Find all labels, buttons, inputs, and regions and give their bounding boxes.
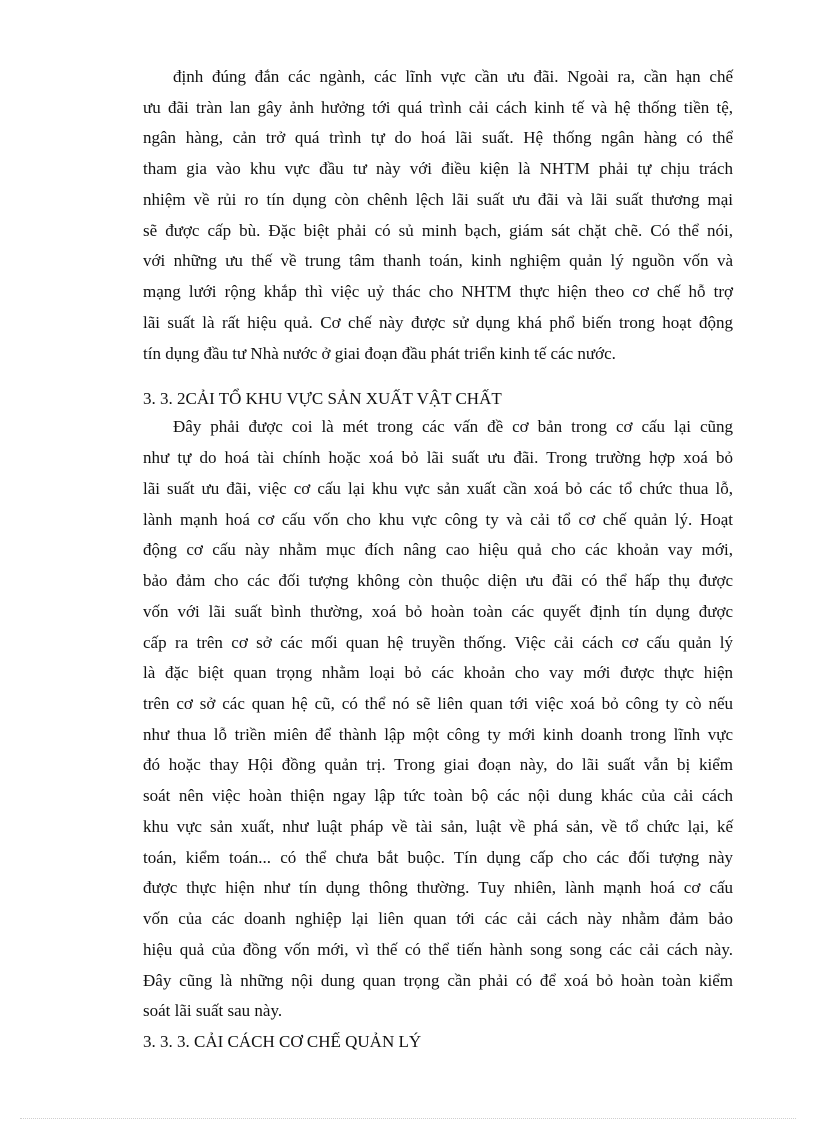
paragraph-line: vốn của các doanh nghiệp lại liên quan tới các cải cách này nhằm đảm bảo [143,909,733,929]
paragraph-line: như thua lỗ triền miên để thành lập một công ty mới kinh doanh trong lĩnh vực [143,724,733,744]
paragraph-line: hiệu quả của đồng vốn mới, vì thế có thể tiến hành song song các cải cách này. [143,939,733,959]
paragraph-line: soát lãi suất sau này. [143,1001,283,1021]
paragraph-line: soát nên việc hoàn thiện ngay lập tức toàn bộ các nội dung khác của cải cách [143,786,733,806]
paragraph-line: vốn với lãi suất bình thường, xoá bỏ hoàn toàn các quyết định tín dụng được [143,601,733,621]
paragraph-line: tham gia vào khu vực đầu tư này với điều kiện là NHTM phải tự chịu trách [143,159,733,179]
paragraph-line: lãi suất ưu đãi, việc cơ cấu lại khu vực sản xuất cần xoá bỏ các tổ chức thua lỗ, [143,478,733,498]
paragraph-line: định đúng đắn các ngành, các lĩnh vực cần ưu đãi. Ngoài ra, cần hạn chế [173,67,733,86]
paragraph-line: động cơ cấu này nhằm mục đích nâng cao hiệu quả cho các khoản vay mới, [143,540,733,560]
paragraph-line: cấp ra trên cơ sở các mối quan hệ truyền thống. Việc cải cách cơ cấu quản lý [143,632,733,652]
paragraph-line: nhiệm về rủi ro tín dụng còn chênh lệch lãi suất ưu đãi và lãi suất thương mại [143,189,733,209]
paragraph-line: là đặc biệt quan trọng nhằm loại bỏ các khoản cho vay mới được thực hiện [143,663,733,683]
paragraph-line: tín dụng đầu tư Nhà nước ở giai đoạn đầu phát triển kinh tế các nước. [143,343,616,363]
section-heading: 3. 3. 2CẢI TỔ KHU VỰC SẢN XUẤT VẬT CHẤT [143,388,502,408]
paragraph-line: Đây phải được coi là mét trong các vấn đề cơ bản trong cơ cấu lại cũng [173,417,733,437]
page-bottom-rule [20,1118,796,1119]
paragraph-line: trên cơ sở các quan hệ cũ, có thể nó sẽ liên quan tới việc xoá bỏ công ty cò nếu [143,693,733,713]
paragraph-line: như tự do hoá tài chính hoặc xoá bỏ lãi suất ưu đãi. Trong trường hợp xoá bỏ [143,448,733,468]
paragraph-line: lành mạnh hoá cơ cấu vốn cho khu vực công ty và cải tổ cơ chế quản lý. Hoạt [143,509,733,529]
paragraph-line: sẽ được cấp bù. Đặc biệt phải có sủ minh bạch, giám sát chặt chẽ. Có thể nói, [143,220,733,240]
paragraph-line: khu vực sản xuất, như luật pháp về tài sản, luật về phá sản, về tổ chức lại, kế [143,816,733,836]
paragraph-line: ưu đãi tràn lan gây ảnh hưởng tới quá trình cải cách kinh tế và hệ thống tiền tệ, [143,97,733,117]
section-heading: 3. 3. 3. CẢI CÁCH CƠ CHẾ QUẢN LÝ [143,1032,422,1052]
paragraph-line: lãi suất là rất hiệu quả. Cơ chế này được sử dụng khá phổ biến trong hoạt động [143,312,733,332]
paragraph-line: bảo đảm cho các đối tượng không còn thuộc diện ưu đãi có thể hấp thụ được [143,571,733,591]
paragraph-line: được thực hiện như tín dụng thông thường. Tuy nhiên, lành mạnh hoá cơ cấu [143,878,733,898]
paragraph-line: đó hoặc thay Hội đồng quản trị. Trong giai đoạn này, do lãi suất vẫn bị kiểm [143,755,733,775]
paragraph-line: toán, kiểm toán... có thể chưa bắt buộc. Tín dụng cấp cho các đối tượng này [143,847,733,867]
paragraph-line: với những ưu thế về trung tâm thanh toán, kinh nghiệm quản lý nguồn vốn và [143,251,733,271]
paragraph-line: mạng lưới rộng khắp thì việc uỷ thác cho NHTM thực hiện theo cơ chế hỗ trợ [143,282,733,302]
paragraph-line: Đây cũng là những nội dung quan trọng cần phải có để xoá bỏ hoàn toàn kiểm [143,970,733,990]
paragraph-line: ngân hàng, cản trở quá trình tự do hoá lãi suất. Hệ thống ngân hàng có thể [143,128,733,148]
